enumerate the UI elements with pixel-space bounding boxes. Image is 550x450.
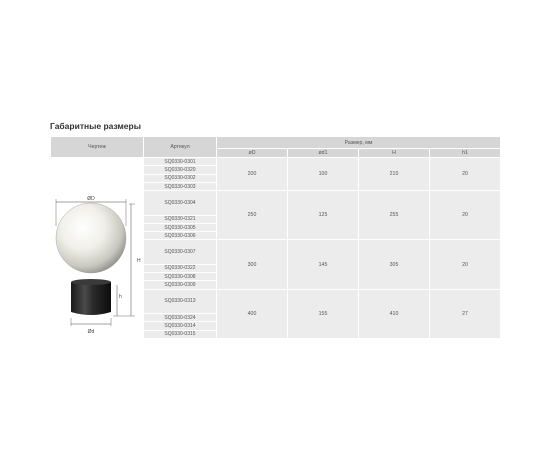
value-h1: 27: [430, 289, 501, 338]
value-D: 250: [217, 191, 288, 240]
article-cell: SQ0330-0321: [144, 215, 217, 223]
value-d1: 125: [288, 191, 359, 240]
value-h1: 20: [430, 191, 501, 240]
lamp-drawing: [51, 158, 144, 338]
value-D: 200: [217, 158, 288, 191]
drawing-cell: [51, 158, 144, 339]
header-article: Артикул: [144, 137, 217, 158]
article-cell: SQ0330-0302: [144, 174, 217, 182]
section-title: Габаритные размеры: [50, 121, 141, 131]
article-cell: SQ0330-0307: [144, 240, 217, 264]
value-H: 255: [359, 191, 430, 240]
dimension-label-D: ØD: [87, 196, 95, 202]
value-H: 210: [359, 158, 430, 191]
header-size-H: H: [359, 149, 430, 158]
header-size-h1: h1: [430, 149, 501, 158]
value-D: 300: [217, 240, 288, 289]
article-cell: SQ0330-0313: [144, 289, 217, 313]
header-size-d1: ød1: [288, 149, 359, 158]
article-cell: SQ0330-0315: [144, 330, 217, 338]
article-cell: SQ0330-0314: [144, 322, 217, 330]
header-size-group: Размер, мм: [217, 137, 501, 149]
article-cell: SQ0330-0306: [144, 232, 217, 240]
value-d1: 155: [288, 289, 359, 338]
dimension-label-h: h: [119, 294, 122, 300]
article-cell: SQ0330-0304: [144, 191, 217, 215]
lamp-base-top: [71, 279, 111, 285]
article-cell: SQ0330-0320: [144, 166, 217, 174]
dimension-label-d: Ød: [87, 329, 95, 335]
article-cell: SQ0330-0309: [144, 281, 217, 289]
value-d1: 145: [288, 240, 359, 289]
value-H: 305: [359, 240, 430, 289]
article-cell: SQ0330-0301: [144, 158, 217, 166]
lamp-globe: [56, 203, 126, 273]
value-h1: 20: [430, 158, 501, 191]
lamp-base: [71, 282, 111, 315]
article-cell: SQ0330-0308: [144, 273, 217, 281]
value-d1: 100: [288, 158, 359, 191]
lamp-drawing-svg: [51, 158, 144, 338]
header-drawing: Чертеж: [51, 137, 144, 158]
value-h1: 20: [430, 240, 501, 289]
value-H: 410: [359, 289, 430, 338]
article-cell: SQ0330-0305: [144, 223, 217, 231]
dimension-label-H: H: [137, 258, 141, 264]
article-cell: SQ0330-0322: [144, 264, 217, 272]
dimensions-table: [50, 136, 501, 339]
article-cell: SQ0330-0303: [144, 182, 217, 190]
table-row: [51, 158, 501, 166]
article-cell: SQ0330-0324: [144, 314, 217, 322]
value-D: 400: [217, 289, 288, 338]
header-size-D: øD: [217, 149, 288, 158]
